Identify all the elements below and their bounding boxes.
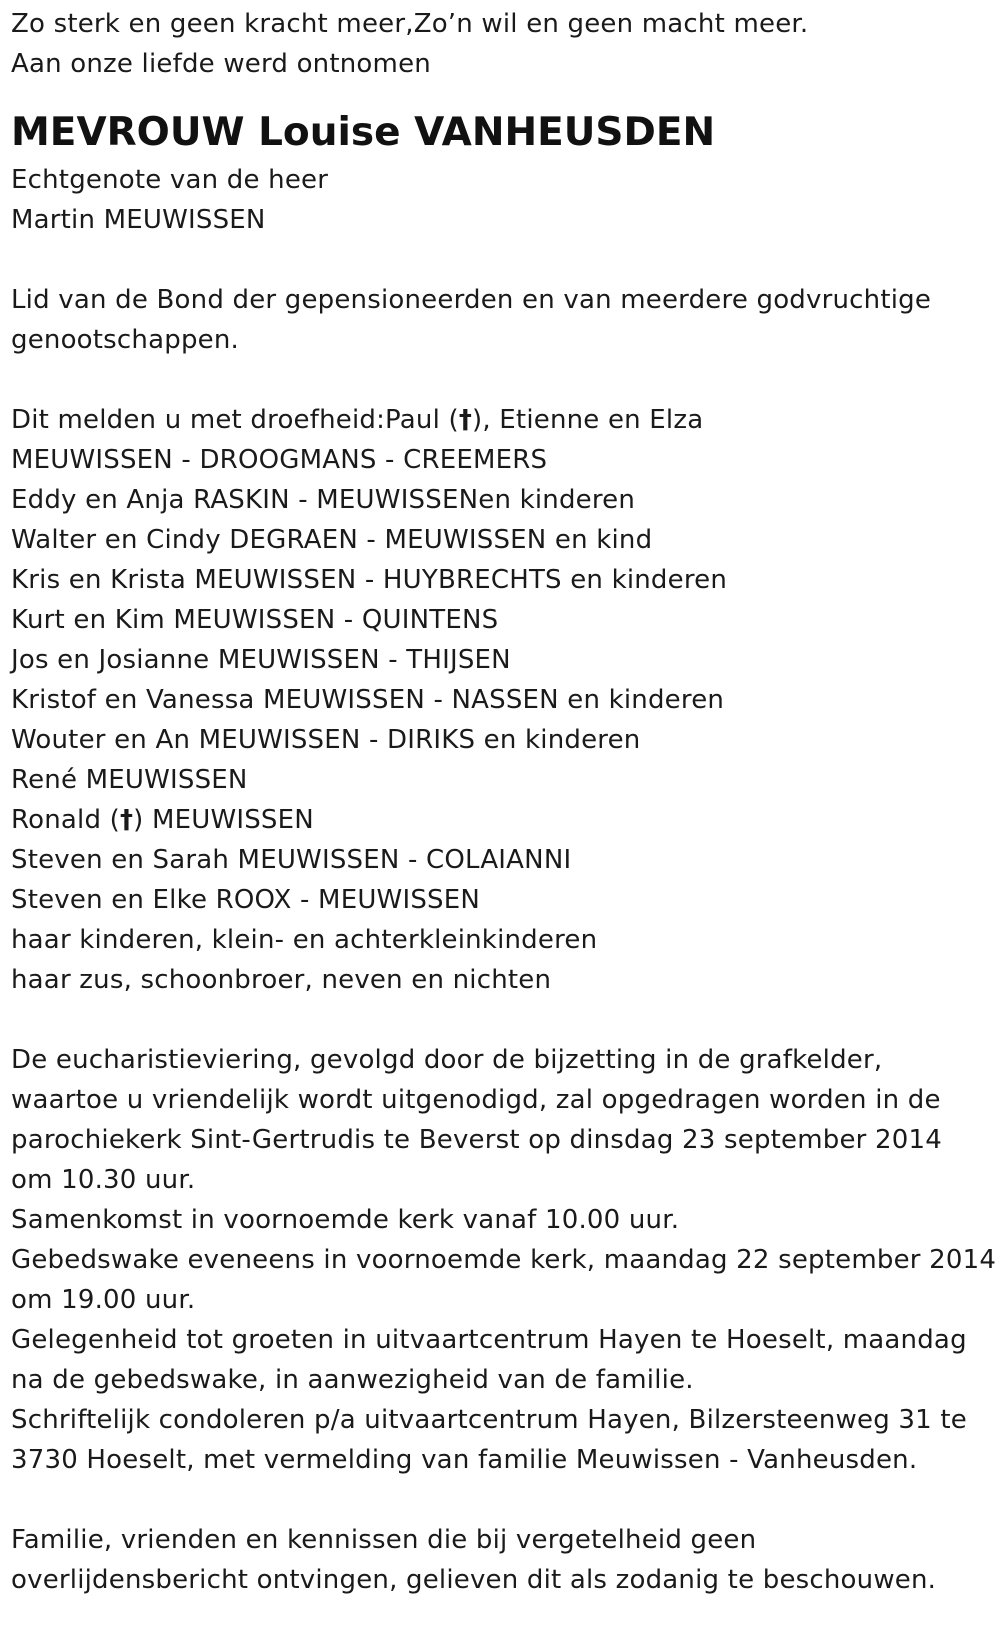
membership-line: genootschappen. — [11, 325, 239, 355]
poem-section — [11, 4, 991, 84]
family-line: Walter en Cindy DEGRAEN - MEUWISSEN en kind — [11, 525, 653, 555]
family-line: Wouter en An MEUWISSEN - DIRIKS en kinderen — [11, 725, 641, 755]
spacer — [11, 1480, 991, 1520]
closing-line: overlijdensbericht ontvingen, gelieven dit als zodanig te beschouwen. — [11, 1565, 937, 1595]
family-line: Kurt en Kim MEUWISSEN - QUINTENS — [11, 605, 499, 635]
ceremony-line: Gebedswake eveneens in voornoemde kerk, maandag 22 september 2014 — [11, 1245, 997, 1275]
family-line: René MEUWISSEN — [11, 765, 248, 795]
intro-prefix: Dit melden u met droefheid:Paul ( — [11, 405, 459, 435]
family-line: Kristof en Vanessa MEUWISSEN - NASSEN en kinderen — [11, 685, 725, 715]
membership-line: Lid van de Bond der gepensioneerden en van meerdere godvruchtige — [11, 285, 932, 315]
spacer — [11, 360, 991, 400]
intro-suffix: ), Etienne en Elza — [472, 405, 704, 435]
ceremony-line: om 10.30 uur. — [11, 1165, 196, 1195]
membership-section — [11, 280, 991, 360]
spacer — [11, 1000, 991, 1040]
family-line: MEUWISSEN - DROOGMANS - CREEMERS — [11, 445, 548, 475]
family-intro — [11, 400, 991, 440]
spouse-line: Echtgenote van de heer — [11, 165, 329, 195]
closing-line: Familie, vrienden en kennissen die bij vergetelheid geen — [11, 1525, 757, 1555]
cross-icon: † — [458, 405, 473, 435]
family-section — [11, 400, 991, 1000]
deceased-name: MEVROUW Louise VANHEUSDEN — [11, 110, 716, 155]
ceremony-line: om 19.00 uur. — [11, 1285, 196, 1315]
ceremony-section — [11, 1040, 997, 1480]
ronald-prefix: Ronald ( — [11, 805, 120, 835]
ceremony-line: parochiekerk Sint-Gertrudis te Beverst op dinsdag 23 september 2014 — [11, 1125, 942, 1155]
family-line: Kris en Krista MEUWISSEN - HUYBRECHTS en kinderen — [11, 565, 728, 595]
spacer — [11, 240, 991, 280]
ceremony-line: waartoe u vriendelijk wordt uitgenodigd, zal opgedragen worden in de — [11, 1085, 941, 1115]
ceremony-line: Gelegenheid tot groeten in uitvaartcentrum Hayen te Hoeselt, maandag — [11, 1325, 967, 1355]
poem-line: Aan onze liefde werd ontnomen — [11, 49, 431, 79]
ceremony-line: Samenkomst in voornoemde kerk vanaf 10.00 uur. — [11, 1205, 680, 1235]
ceremony-line: 3730 Hoeselt, met vermelding van familie Meuwissen - Vanheusden. — [11, 1445, 918, 1475]
ceremony-line: Schriftelijk condoleren p/a uitvaartcentrum Hayen, Bilzersteenweg 31 te — [11, 1405, 967, 1435]
family-line: Steven en Elke ROOX - MEUWISSEN — [11, 885, 481, 915]
family-line: haar zus, schoonbroer, neven en nichten — [11, 965, 552, 995]
ceremony-line: De eucharistieviering, gevolgd door de bijzetting in de grafkelder, — [11, 1045, 883, 1075]
family-line: Jos en Josianne MEUWISSEN - THIJSEN — [11, 645, 511, 675]
closing-section — [11, 1520, 991, 1600]
deceased-section — [11, 106, 991, 240]
obituary-notice — [11, 4, 997, 1600]
poem-line: Zo sterk en geen kracht meer,Zo’n wil en geen macht meer. — [11, 9, 809, 39]
ceremony-line: na de gebedswake, in aanwezigheid van de familie. — [11, 1365, 694, 1395]
spouse-name: Martin MEUWISSEN — [11, 205, 266, 235]
cross-icon: † — [119, 805, 134, 835]
family-line: Steven en Sarah MEUWISSEN - COLAIANNI — [11, 845, 572, 875]
family-line: Eddy en Anja RASKIN - MEUWISSENen kinderen — [11, 485, 636, 515]
family-line: haar kinderen, klein- en achterkleinkinderen — [11, 925, 598, 955]
ronald-suffix: ) MEUWISSEN — [133, 805, 314, 835]
family-line-ronald — [11, 800, 991, 840]
